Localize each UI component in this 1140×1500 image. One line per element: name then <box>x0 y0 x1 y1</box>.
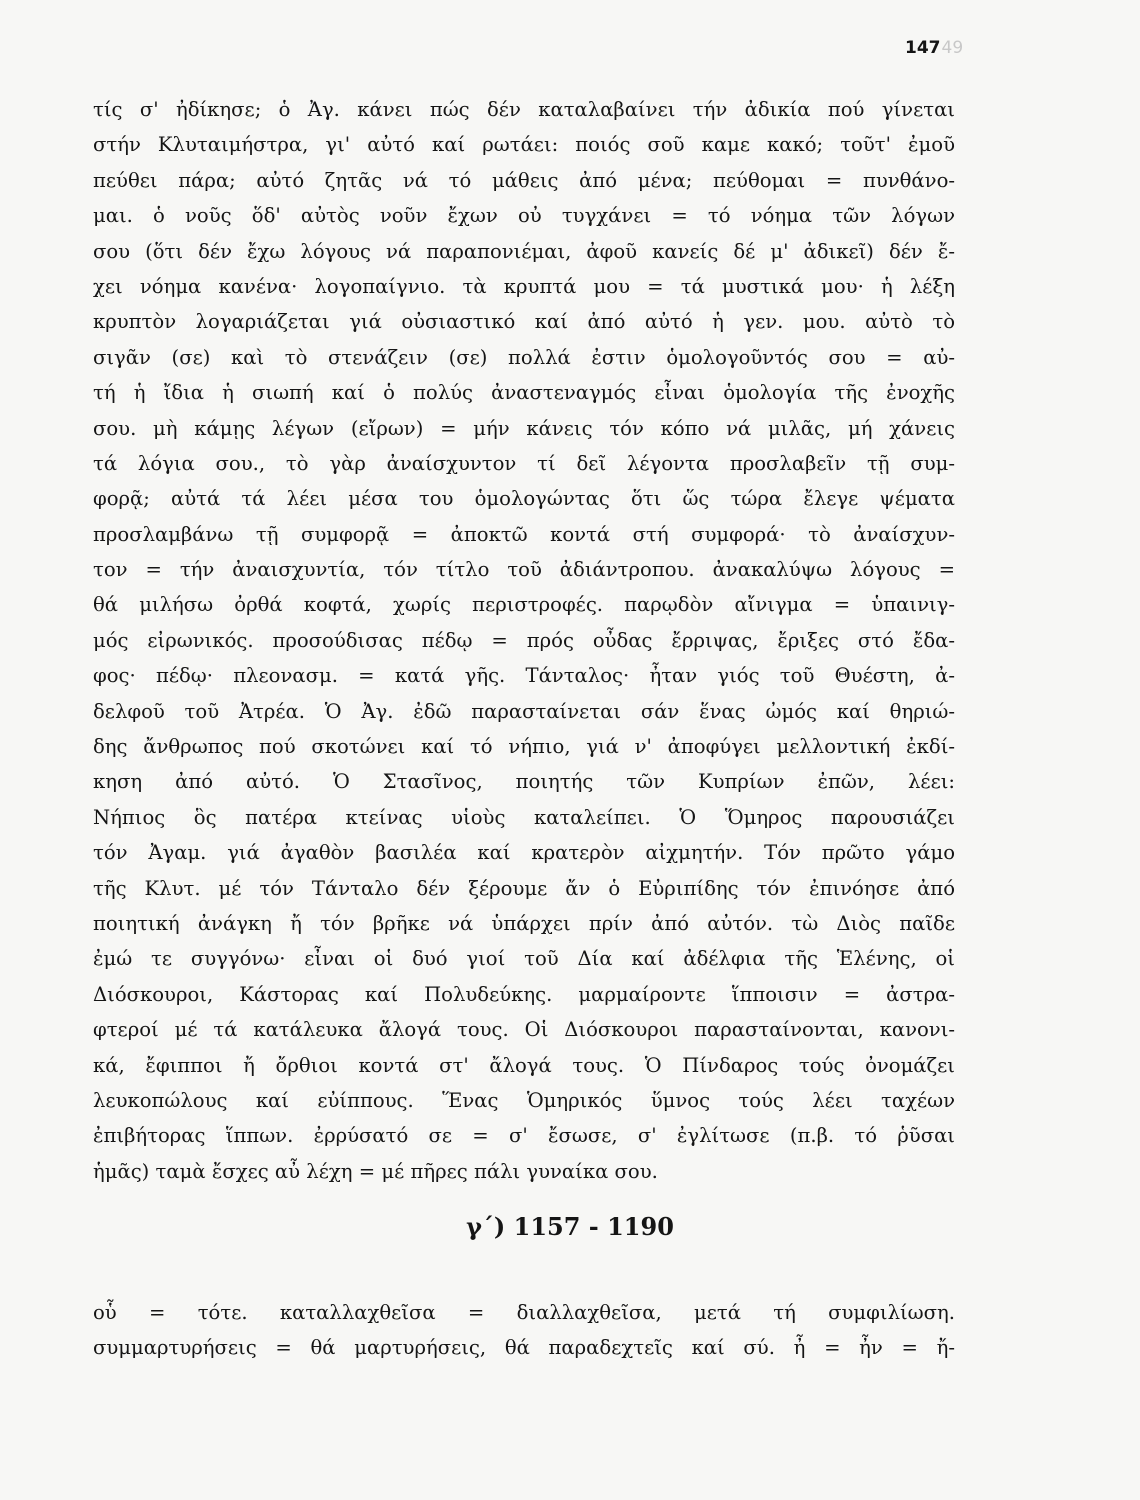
text-line: οὗ = τότε. καταλλαχθεῖσα = διαλλαχθεῖσα, μετά τή συμφιλίωση. <box>93 1301 955 1324</box>
text-line: τον = τήν ἀναισχυντία, τόν τίτλο τοῦ ἀδιάντροπου. ἀνακαλύψω λόγους = <box>93 558 955 582</box>
text-line: λευκοπώλους καί εὐίππους. Ἕνας Ὁμηρικός ὕμνος τούς λέει ταχέων <box>93 1088 955 1112</box>
text-line: στήν Κλυταιμήστρα, γι' αὐτό καί ρωτάει: ποιός σοῦ καμε κακό; τοῦτ' ἐμοῦ <box>93 133 955 157</box>
section-heading: γ΄) 1157 - 1190 <box>466 1212 674 1241</box>
text-line: κρυπτὸν λογαριάζεται γιά οὐσιαστικό καί ἀπό αὐτό ἡ γεν. μου. αὐτὸ τὸ <box>93 310 955 334</box>
text-line: φορᾷ; αὐτά τά λέει μέσα του ὁμολογώντας ὅτι ὥς τώρα ἔλεγε ψέματα <box>93 487 955 511</box>
text-line: Διόσκουροι, Κάστορας καί Πολυδεύκης. μαρμαίροντε ἵπποισιν = ἀστρα- <box>93 982 955 1006</box>
text-line: τή ἡ ἴδια ἡ σιωπή καί ὁ πολύς ἀναστεναγμός εἶναι ὁμολογία τῆς ἐνοχῆς <box>93 381 955 405</box>
text-line: πεύθει πάρα; αὐτό ζητᾶς νά τό μάθεις ἀπό μένα; πεύθομαι = πυνθάνο- <box>93 168 955 192</box>
text-line: σου. μὴ κάμῃς λέγων (εἴρων) = μήν κάνεις τόν κόπο νά μιλᾶς, μή χάνεις <box>93 416 955 440</box>
text-line: προσλαμβάνω τῇ συμφορᾷ = ἀποκτῶ κοντά στή συμφορά· τὸ ἀναίσχυν- <box>93 522 955 546</box>
text-line: μαι. ὁ νοῦς ὅδ' αὐτὸς νοῦν ἔχων οὐ τυγχάνει = τό νόημα τῶν λόγων <box>93 204 955 228</box>
text-line: τίς σ' ἠδίκησε; ὁ Ἀγ. κάνει πώς δέν καταλαβαίνει τήν ἀδικία πού γίνεται <box>93 98 955 121</box>
text-line: τόν Ἀγαμ. γιά ἀγαθὸν βασιλέα καί κρατερὸν αἰχμητήν. Τόν πρῶτο γάμο <box>93 841 955 865</box>
text-line: φος· πέδῳ· πλεονασμ. = κατά γῆς. Τάνταλος· ἦταν γιός τοῦ Θυέστη, ἀ- <box>93 664 955 688</box>
text-line: τά λόγια σου., τὸ γὰρ ἀναίσχυντον τί δεῖ λέγοντα προσλαβεῖν τῇ συμ- <box>93 451 955 475</box>
text-line: σου (ὅτι δέν ἔχω λόγους νά παραπονιέμαι, ἀφοῦ κανείς δέ μ' ἀδικεῖ) δέν ἔ- <box>93 239 955 263</box>
text-line: θά μιλήσω ὀρθά κοφτά, χωρίς περιστροφές. παρῳδὸν αἴνιγμα = ὑπαινιγ- <box>93 593 955 617</box>
text-line: χει νόημα κανένα· λογοπαίγνιο. τὰ κρυπτά μου = τά μυστικά μου· ἡ λέξη <box>93 274 955 298</box>
text-line: φτεροί μέ τά κατάλευκα ἄλογά τους. Οἱ Διόσκουροι παρασταίνονται, κανονι- <box>93 1018 955 1042</box>
section-text <box>93 1295 955 1366</box>
text-line: σιγᾶν (σε) καὶ τὸ στενάζειν (σε) πολλά ἐστιν ὁμολογοῦντός σου = αὐ- <box>93 345 955 369</box>
text-line: ποιητική ἀνάγκη ἤ τόν βρῆκε νά ὑπάρχει πρίν ἀπό αὐτόν. τὼ Διὸς παῖδε <box>93 911 955 935</box>
text-line: μός εἰρωνικός. προσούδισας πέδῳ = πρός οὖδας ἔρριψας, ἔριξες στό ἔδα- <box>93 628 955 652</box>
text-line: κηση ἀπό αὐτό. Ὁ Στασῖνος, ποιητής τῶν Κυπρίων ἐπῶν, λέει: <box>93 770 955 794</box>
page-number: 14749 <box>905 38 964 58</box>
text-line: Νήπιος ὃς πατέρα κτείνας υἱοὺς καταλείπει. Ὁ Ὅμηρος παρουσιάζει <box>93 805 955 829</box>
commentary-text <box>93 92 955 1189</box>
text-line: ἡμᾶς) ταμὰ ἔσχες αὖ λέχη = μέ πῆρες πάλι γυναίκα σου. <box>93 1159 658 1183</box>
text-line: κά, ἔφιπποι ἤ ὄρθιοι κοντά στ' ἄλογά τους. Ὁ Πίνδαρος τούς ὀνομάζει <box>93 1053 955 1077</box>
text-line: δης ἄνθρωπος πού σκοτώνει καί τό νήπιο, γιά ν' ἀποφύγει μελλοντική ἐκδί- <box>93 735 955 759</box>
text-line: τῆς Κλυτ. μέ τόν Τάνταλο δέν ξέρουμε ἄν ὁ Εὐριπίδης τόν ἐπινόησε ἀπό <box>93 876 955 900</box>
text-line: ἐπιβήτορας ἵππων. ἐρρύσατό σε = σ' ἔσωσε, σ' ἐγλίτωσε (π.β. τό ῥῦσαι <box>93 1124 955 1148</box>
text-line: ἐμώ τε συγγόνω· εἶναι οἱ δυό γιοί τοῦ Δία καί ἀδέλφια τῆς Ἑλένης, οἱ <box>93 947 955 971</box>
text-line: δελφοῦ τοῦ Ἀτρέα. Ὁ Ἀγ. ἐδῶ παρασταίνεται σάν ἕνας ὠμός καί θηριώ- <box>93 699 955 723</box>
text-line: συμμαρτυρήσεις = θά μαρτυρήσεις, θά παραδεχτεῖς καί σύ. ἦ = ἦν = ἤ- <box>93 1336 955 1360</box>
page-number-bleed: 49 <box>941 38 964 58</box>
